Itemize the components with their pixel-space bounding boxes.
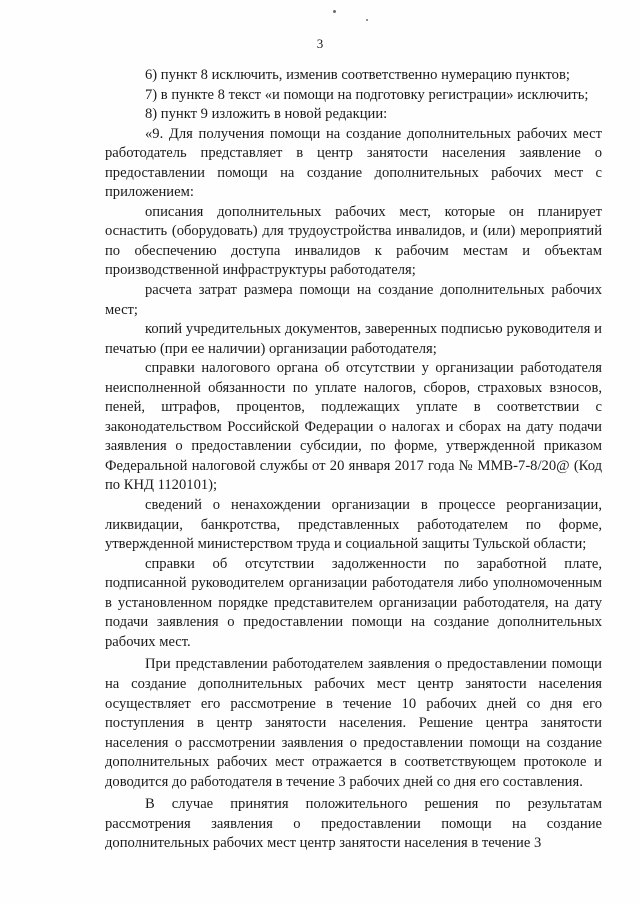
paragraph: сведений о ненахождении организации в процессе реорганизации, ликвидации, банкротства, представленных работодателем по форме, утвержденной министерством труда и социальной защиты Тульской области;	[105, 497, 602, 553]
scan-speck	[366, 19, 368, 21]
paragraph: копий учредительных документов, заверенных подписью руководителя и печатью (при ее наличии) организации работодателя;	[105, 321, 602, 357]
paragraph: 8) пункт 9 изложить в новой редакции:	[145, 106, 388, 123]
paragraph: «9. Для получения помощи на создание дополнительных рабочих мест работодатель представляет в центр занятости населения заявление о предоставлении помощи на создание дополнительных рабочих мест с приложением:	[105, 125, 602, 201]
paragraph: справки налогового органа об отсутствии у организации работодателя неисполненной обязанности по уплате налогов, сборов, страховых взносов, пеней, штрафов, процентов, подлежащих уплате в соответствии с законодательством Российской Федерации о налогах и сборах на дату подачи заявления о предоставлении субсидии, по форме, утвержденной приказом Федеральной налоговой службы от 20 января 2017 года № ММВ-7-8/20@ (Код по КНД 1120101);	[105, 360, 602, 494]
paragraph: 7) в пункте 8 текст «и помощи на подготовку регистрации» исключить;	[145, 86, 589, 103]
paragraph: При представлении работодателем заявления о предоставлении помощи на создание дополнительных рабочих мест центр занятости населения осуществляет его рассмотрение в течение 10 рабочих дней со дня его поступления в центр занятости населения. Решение центра занятости населения о рассмотрении заявления о предоставлении помощи на создание дополнительных рабочих мест отражается в соответствующем протоколе и доводится до работодателя в течение 3 рабочих дней со дня его составления.	[105, 656, 602, 790]
page-number: 3	[316, 36, 324, 51]
paragraph: расчета затрат размера помощи на создание дополнительных рабочих мест;	[105, 282, 602, 318]
document-body	[105, 66, 602, 854]
paragraph: В случае принятия положительного решения по результатам рассмотрения заявления о предоставлении помощи на создание дополнительных рабочих мест центр занятости населения в течение 3	[105, 796, 602, 852]
paragraph: справки об отсутствии задолженности по заработной плате, подписанной руководителем организации работодателя либо уполномоченным в установленном порядке представителем организации работодателя, на дату подачи заявления о предоставлении помощи на создание дополнительных рабочих мест.	[105, 555, 602, 650]
scan-speck	[333, 10, 336, 13]
paragraph: описания дополнительных рабочих мест, которые он планирует оснастить (оборудовать) для трудоустройства инвалидов, и (или) мероприятий по обеспечению доступа инвалидов к рабочим местам и объектам производственной инфраструктуры работодателя;	[105, 203, 602, 279]
paragraph: 6) пункт 8 исключить, изменив соответственно нумерацию пунктов;	[145, 67, 570, 83]
